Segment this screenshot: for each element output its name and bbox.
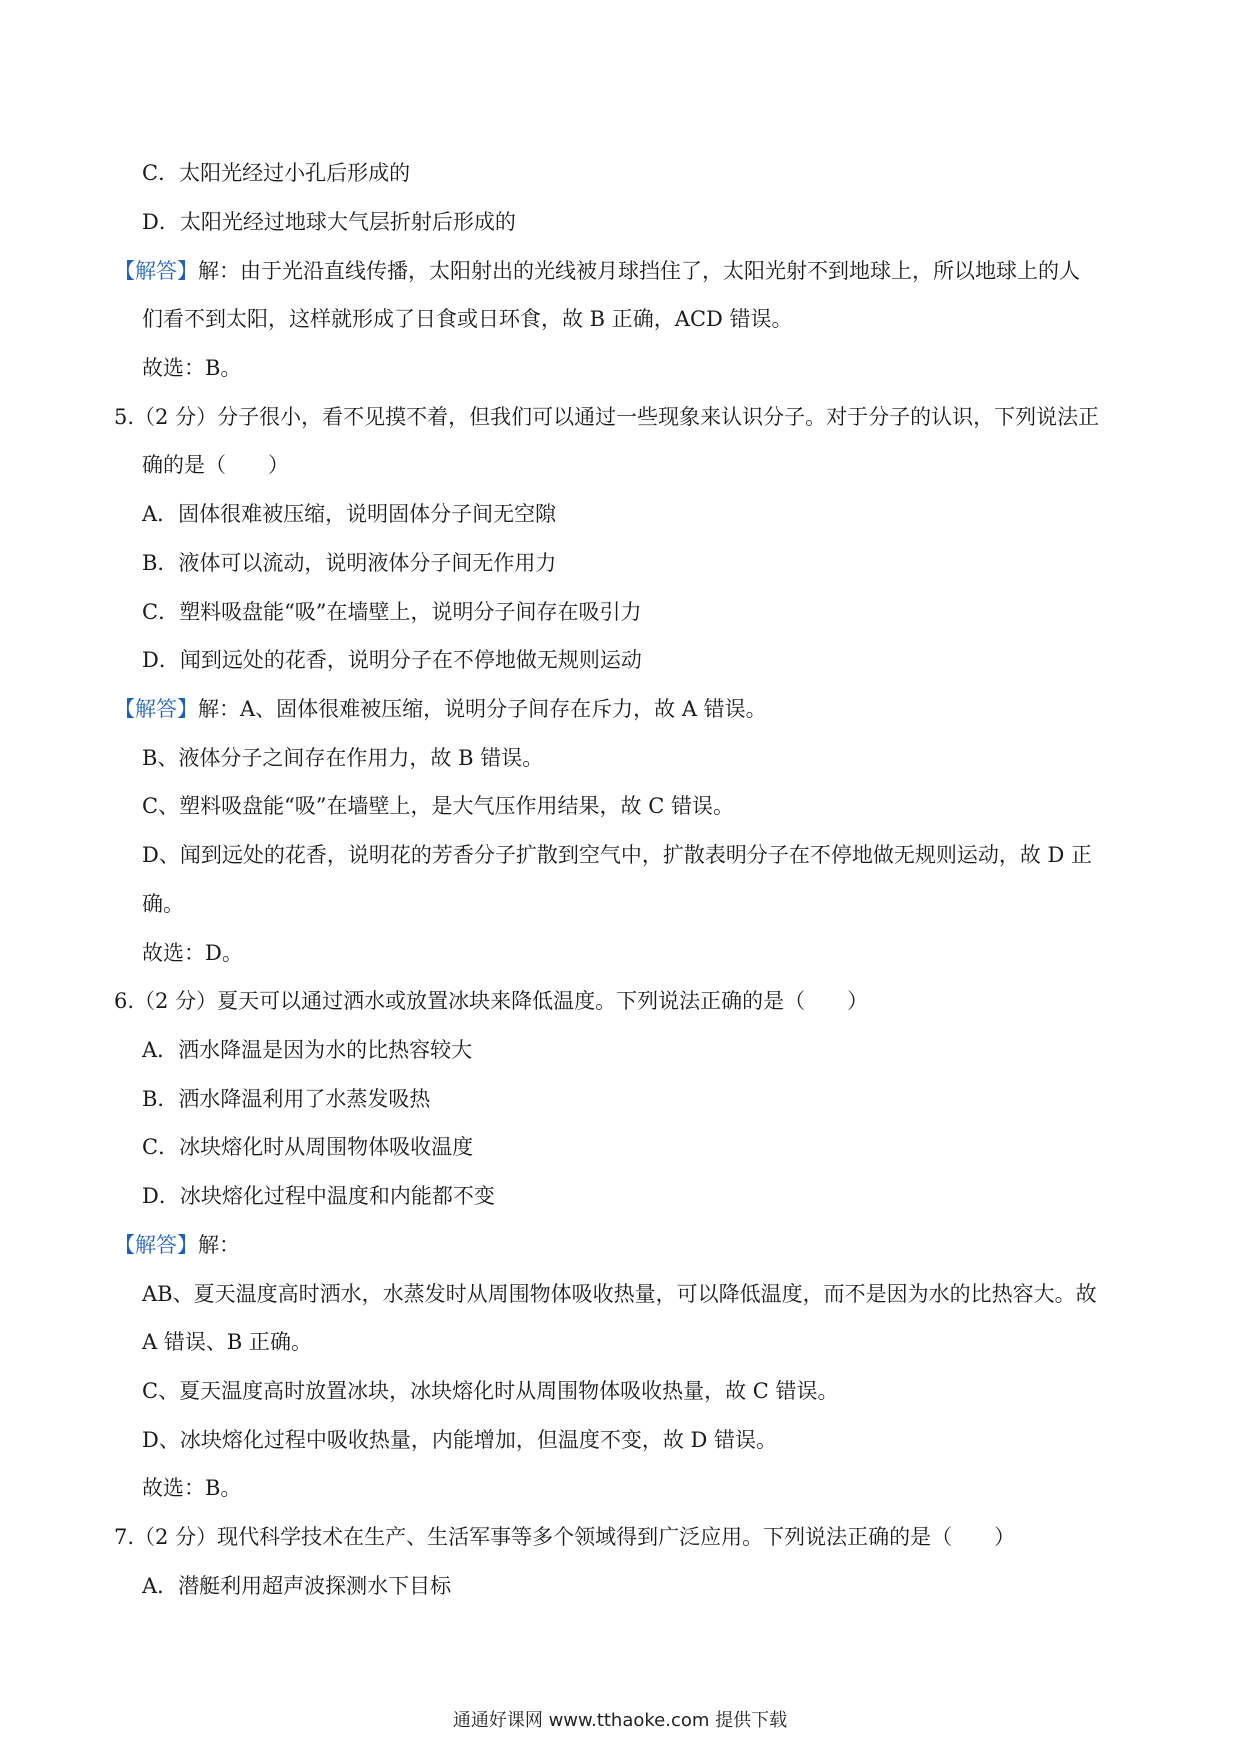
- q5-answer-line-3: C、塑料吸盘能“吸”在墙壁上，是大气压作用结果，故 C 错误。: [142, 794, 734, 818]
- q6-option-b: B．洒水降温利用了水蒸发吸热: [142, 1087, 431, 1111]
- q5-option-a: A．固体很难被压缩，说明固体分子间无空隙: [142, 502, 557, 526]
- q4-choice: 故选：B。: [142, 356, 242, 380]
- answer-label: 【解答】: [114, 1233, 198, 1257]
- q6-option-d: D．冰块熔化过程中温度和内能都不变: [142, 1184, 495, 1208]
- q6-answer-line-1: AB、夏天温度高时洒水，水蒸发时从周围物体吸收热量，可以降低温度，而不是因为水的比热容大。故: [142, 1282, 1097, 1306]
- q5-option-c: C．塑料吸盘能“吸”在墙壁上，说明分子间存在吸引力: [142, 600, 642, 624]
- q5-stem-line-2: 确的是（ ）: [142, 453, 289, 477]
- q4-option-c: C．太阳光经过小孔后形成的: [142, 161, 411, 185]
- page-footer: 通通好课网 www.tthaoke.com 提供下载: [452, 1710, 788, 1731]
- q5-answer-line-1: [114, 694, 767, 724]
- answer-label: 【解答】: [114, 259, 198, 283]
- q4-answer-line-1: [114, 256, 1080, 286]
- q6-answer-line-0: [114, 1230, 240, 1260]
- answer-text: 解：由于光沿直线传播，太阳射出的光线被月球挡住了，太阳光射不到地球上，所以地球上的人: [198, 259, 1080, 283]
- answer-text: 解：: [198, 1233, 240, 1257]
- q6-option-a: A．洒水降温是因为水的比热容较大: [142, 1038, 473, 1062]
- q6-answer-line-4: D、冰块熔化过程中吸收热量，内能增加，但温度不变，故 D 错误。: [142, 1428, 778, 1452]
- q6-choice: 故选：B。: [142, 1476, 242, 1500]
- q7-stem: 7.（2 分）现代科学技术在生产、生活军事等多个领域得到广泛应用。下列说法正确的是（ ）: [114, 1525, 1016, 1549]
- q6-answer-line-2: A 错误、B 正确。: [142, 1330, 312, 1354]
- q5-stem-line-1: 5.（2 分）分子很小，看不见摸不着，但我们可以通过一些现象来认识分子。对于分子的认识，下列说法正: [114, 405, 1100, 429]
- q6-stem: 6.（2 分）夏天可以通过洒水或放置冰块来降低温度。下列说法正确的是（ ）: [114, 989, 869, 1013]
- answer-label: 【解答】: [114, 697, 198, 721]
- q5-answer-line-4: D、闻到远处的花香，说明花的芳香分子扩散到空气中，扩散表明分子在不停地做无规则运动，故 D 正: [142, 843, 1093, 867]
- q4-option-d: D．太阳光经过地球大气层折射后形成的: [142, 210, 516, 234]
- q7-option-a: A．潜艇利用超声波探测水下目标: [142, 1574, 452, 1598]
- q5-option-d: D．闻到远处的花香，说明分子在不停地做无规则运动: [142, 648, 642, 672]
- answer-text: 解：A、固体很难被压缩，说明分子间存在斥力，故 A 错误。: [198, 697, 767, 721]
- q6-option-c: C．冰块熔化时从周围物体吸收温度: [142, 1135, 474, 1159]
- q5-answer-line-5: 确。: [142, 892, 184, 916]
- q5-choice: 故选：D。: [142, 941, 243, 965]
- q6-answer-line-3: C、夏天温度高时放置冰块，冰块熔化时从周围物体吸收热量，故 C 错误。: [142, 1379, 839, 1403]
- q5-answer-line-2: B、液体分子之间存在作用力，故 B 错误。: [142, 746, 544, 770]
- q5-option-b: B．液体可以流动，说明液体分子间无作用力: [142, 551, 557, 575]
- q4-answer-line-2: 们看不到太阳，这样就形成了日食或日环食，故 B 正确，ACD 错误。: [142, 307, 793, 331]
